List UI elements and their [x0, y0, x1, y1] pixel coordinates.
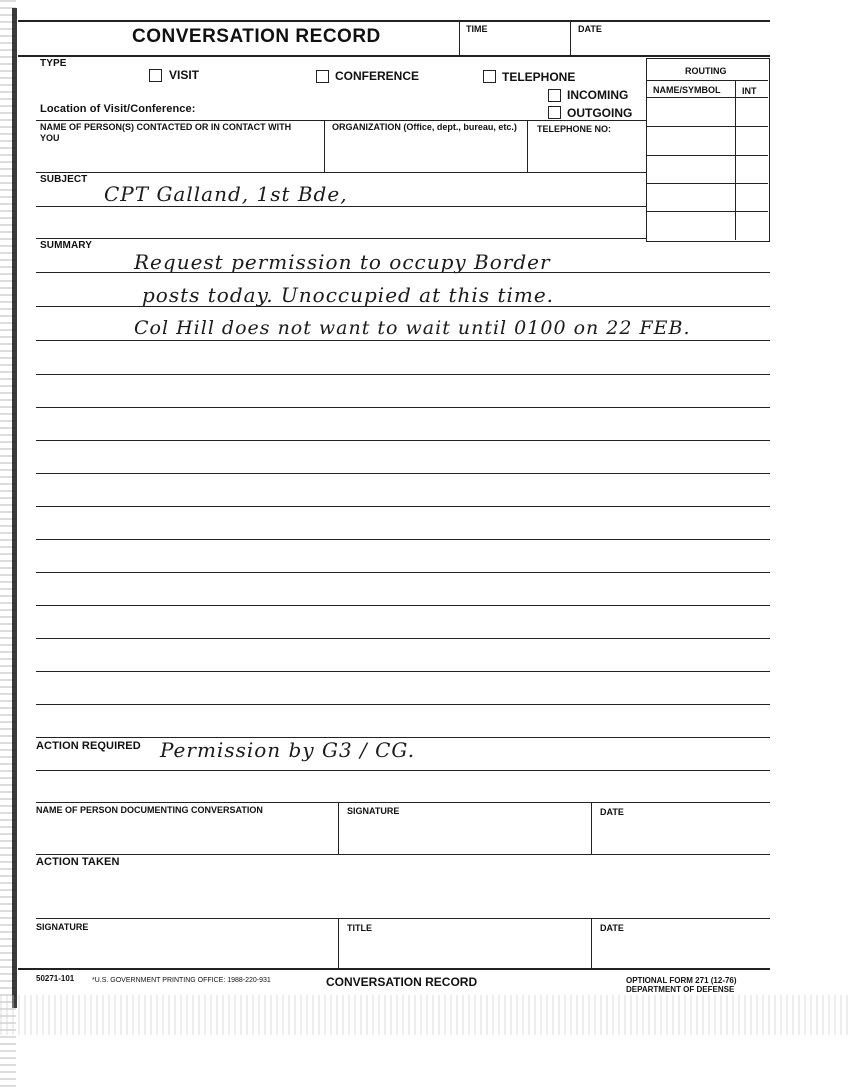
conference-checkbox[interactable]: [316, 70, 329, 83]
divider-organization: [324, 120, 325, 172]
summary-rule-7: [36, 473, 770, 474]
routing-name-symbol-label: NAME/SYMBOL: [653, 85, 721, 95]
visit-checkbox[interactable]: [149, 69, 162, 82]
rule-documenting-top: [36, 802, 770, 803]
footer-stock-number: 50271-101: [36, 974, 75, 983]
summary-rule-4: [36, 374, 770, 375]
divider-date-3: [591, 918, 592, 968]
scan-bottom-noise: [0, 995, 848, 1035]
rule-documenting-bottom: [36, 854, 770, 855]
telephone-checkbox[interactable]: [483, 70, 496, 83]
summary-rule-6: [36, 440, 770, 441]
summary-line-1: Request permission to occupy Border: [134, 250, 551, 274]
organization-label: ORGANIZATION (Office, dept., bureau, etc.): [332, 122, 517, 132]
contact-label: NAME OF PERSON(S) CONTACTED OR IN CONTACT WITH YOU: [40, 122, 292, 143]
divider-time: [459, 20, 460, 55]
outgoing-checkbox[interactable]: [548, 106, 561, 119]
summary-rule-9: [36, 539, 770, 540]
routing-header: ROUTING: [685, 66, 727, 76]
rule-action-taken-bottom: [36, 918, 770, 919]
action-required-handwriting: Permission by G3 / CG.: [160, 738, 416, 762]
summary-rule-14: [36, 704, 770, 705]
summary-rule-2: [36, 306, 770, 307]
divider-date-2: [591, 802, 592, 854]
time-label: TIME: [466, 24, 488, 34]
scan-left-edge: [12, 8, 17, 1008]
outgoing-option-label: OUTGOING: [567, 106, 633, 120]
date-label: DATE: [578, 24, 602, 34]
action-taken-label: ACTION TAKEN: [36, 856, 120, 868]
telephone-no-label: TELEPHONE NO:: [537, 124, 612, 134]
rule-action-required: [36, 770, 770, 771]
signature-label-2: SIGNATURE: [36, 922, 89, 932]
summary-label: SUMMARY: [40, 240, 92, 251]
incoming-checkbox[interactable]: [548, 89, 561, 102]
summary-rule-10: [36, 572, 770, 573]
divider-telephone: [527, 120, 528, 172]
rule-subject-bottom: [36, 238, 646, 239]
summary-rule-8: [36, 506, 770, 507]
rule-bottom: [18, 968, 770, 970]
rule-contact-top: [36, 120, 646, 121]
routing-rule-2: [646, 97, 768, 98]
summary-rule-12: [36, 638, 770, 639]
subject-label: SUBJECT: [40, 174, 88, 185]
date-label-2: DATE: [600, 807, 624, 817]
routing-divider: [735, 80, 736, 240]
summary-rule-3: [36, 340, 770, 341]
action-required-label: ACTION REQUIRED: [36, 740, 141, 752]
type-label: TYPE: [40, 58, 67, 69]
routing-rule-6: [646, 211, 768, 212]
footer-title: CONVERSATION RECORD: [326, 975, 478, 989]
summary-rule-11: [36, 605, 770, 606]
rule-header-bottom: [18, 55, 770, 57]
title-label: TITLE: [347, 923, 372, 933]
rule-subject: [36, 206, 646, 207]
rule-top: [18, 20, 770, 22]
documenting-label: NAME OF PERSON DOCUMENTING CONVERSATION: [36, 805, 263, 815]
signature-label: SIGNATURE: [347, 806, 400, 816]
date-label-3: DATE: [600, 923, 624, 933]
summary-rule-13: [36, 671, 770, 672]
summary-line-2: posts today. Unoccupied at this time.: [142, 283, 555, 307]
footer-printing-office: *U.S. GOVERNMENT PRINTING OFFICE: 1988-220-931: [92, 977, 271, 984]
conference-option-label: CONFERENCE: [335, 69, 420, 83]
routing-rule-4: [646, 155, 768, 156]
subject-handwriting: CPT Galland, 1st Bde,: [104, 182, 348, 206]
incoming-option-label: INCOMING: [567, 88, 629, 102]
routing-rule-1: [646, 80, 768, 81]
divider-title: [338, 918, 339, 968]
divider-date: [570, 20, 571, 55]
summary-rule-5: [36, 407, 770, 408]
location-label: Location of Visit/Conference:: [40, 103, 196, 115]
visit-option-label: VISIT: [169, 68, 200, 82]
rule-contact-bottom: [36, 172, 646, 173]
routing-rule-3: [646, 126, 768, 127]
summary-rule-1: [36, 272, 770, 273]
footer-department: DEPARTMENT OF DEFENSE: [626, 985, 735, 994]
telephone-option-label: TELEPHONE: [502, 70, 576, 84]
routing-rule-5: [646, 183, 768, 184]
routing-int-label: INT: [742, 86, 757, 96]
form-title: CONVERSATION RECORD: [132, 26, 381, 47]
divider-signature: [338, 802, 339, 854]
summary-line-3: Col Hill does not want to wait until 0100 on 22 FEB.: [134, 317, 691, 339]
footer-optional-form: OPTIONAL FORM 271 (12-76): [626, 976, 737, 985]
